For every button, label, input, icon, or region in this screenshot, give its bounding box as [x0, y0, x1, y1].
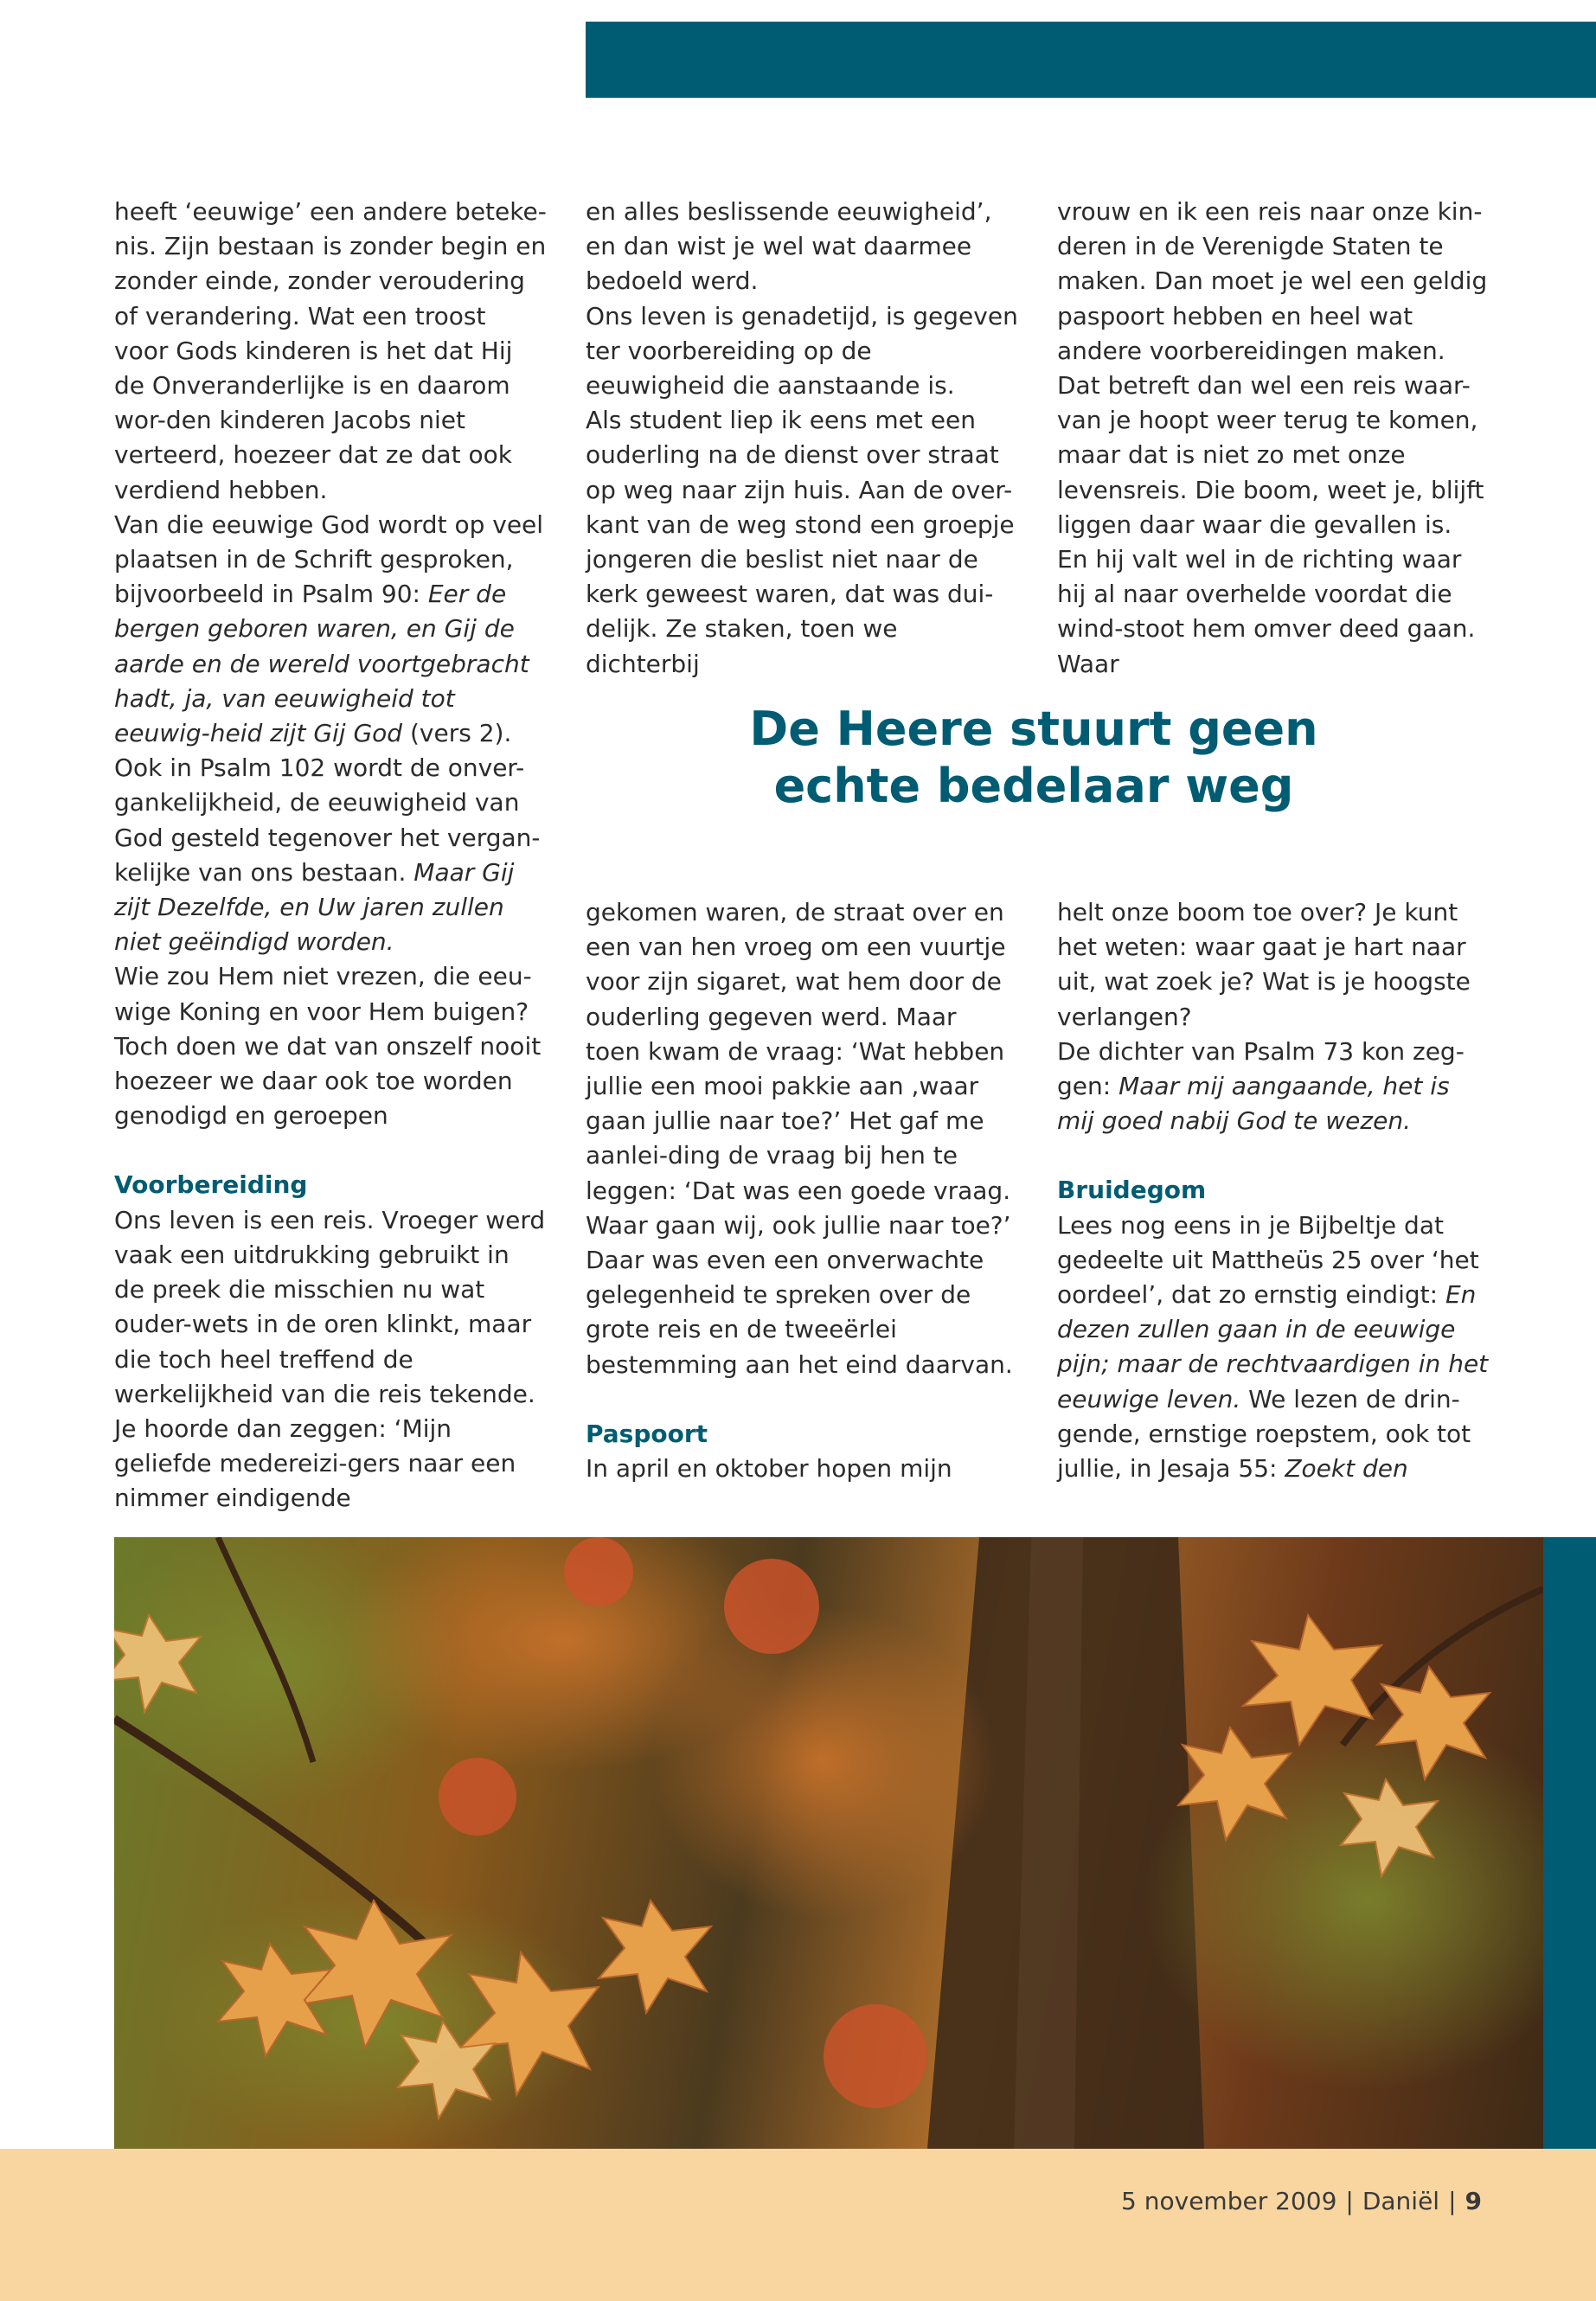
column-3-bottom — [1057, 895, 1490, 1486]
paragraph: Als student liep ik eens met een ouderling na de dienst over straat op weg naar zijn huis. Aan de over-kant van de weg stond een groepje jongeren die beslist niet naar de kerk geweest waren, dat was dui-delijk. Ze staken, toen we dichterbij — [586, 406, 1015, 678]
pull-quote-headline: De Heere stuurt geen echte bedelaar weg — [749, 702, 1318, 813]
paragraph: In april en oktober hopen mijn — [586, 1454, 952, 1484]
paragraph: gekomen waren, de straat over en een van hen vroeg om een vuurtje voor zijn sigaret, wat hem door de ouderling gegeven werd. Maar toen kwam de vraag: ‘Wat hebben jullie een mooi pakkie aan ,waar gaan jullie naar toe?’ Het gaf me aanlei-ding de vraag bij hen te leggen: ‘Dat was een goede vraag. Waar gaan wij, ook jullie naar toe?’ Daar was even een onverwachte gelegenheid te spreken over de grote reis en de tweeërlei bestemming aan het eind daarvan. — [586, 898, 1013, 1379]
paragraph: heeft ‘eeuwige’ een andere beteke-nis. Zijn bestaan is zonder begin en zonder einde, zonder veroudering of verandering. Wat een troost voor Gods kinderen is het dat Hij de Onveranderlijke is en daarom wor-den kinderen Jacobs niet verteerd, hoezeer dat ze dat ook verdiend hebben. — [114, 197, 547, 504]
issue-date: 5 november 2009 — [1121, 2187, 1337, 2215]
paragraph: Van die eeuwige God wordt op veel plaatsen in de Schrift gesproken, bijvoorbeeld in Psalm 90: Eer de bergen geboren waren, en Gij de aarde en de wereld voortgebracht hadt, ja, van eeuwigheid tot eeuwig-heid zijt Gij God (vers 2). — [114, 510, 544, 748]
footer-info: 5 november 2009 | Daniël | 9 — [1121, 2187, 1482, 2215]
paragraph: Dat betreft dan wel een reis waar-van je hoopt weer terug te komen, maar dat is niet zo met onze levensreis. Die boom, weet je, blijft liggen daar waar die gevallen is. En hij valt wel in de richting waar hij al naar overhelde voordat die wind-stoot hem omver deed gaan. Waar — [1057, 371, 1484, 678]
column-3-top — [1057, 195, 1490, 682]
subheading-bruidegom: Bruidegom — [1057, 1176, 1207, 1205]
subheading-voorbereiding: Voorbereiding — [114, 1170, 308, 1200]
paragraph: De dichter van Psalm 73 kon zeg-gen: Maar mij aangaande, het is mij goed nabij God te wezen. — [1057, 1036, 1465, 1136]
autumn-leaves-photo — [114, 1537, 1543, 2149]
subheading-paspoort: Paspoort — [586, 1419, 708, 1448]
paragraph: Wie zou Hem niet vrezen, die eeu-wige Koning en voor Hem buigen? Toch doen we dat van onszelf nooit hoezeer we daar ook toe worden genodigd en geroepen — [114, 962, 542, 1131]
paragraph: Lees nog eens in je Bijbeltje dat gedeelte uit Mattheüs 25 over ‘het oordeel’, dat zo ernstig eindigt: En dezen zullen gaan in de eeuwige pijn; maar de rechtvaardigen in het eeuwige leven. We lezen de drin-gende, ernstige roepstem, ook tot jullie, in Jesaja 55: Zoekt den — [1057, 1210, 1489, 1484]
paragraph: Ook in Psalm 102 wordt de onver-gankelijkheid, de eeuwigheid van God gesteld tegenover het vergan-kelijke van ons bestaan. Maar Gij zijt Dezelfde, en Uw jaren zullen niet geëindigd worden. — [114, 753, 541, 957]
side-color-band — [1543, 1537, 1596, 2149]
page-number: 9 — [1465, 2187, 1482, 2215]
column-1 — [114, 195, 547, 1516]
paragraph: Ons leven is genadetijd, is gegeven ter voorbereiding op de eeuwigheid die aanstaande is. — [586, 301, 1018, 401]
paragraph: en alles beslissende eeuwigheid’, en dan wist je wel wat daarmee bedoeld werd. — [586, 197, 992, 296]
column-2-bottom — [586, 895, 1018, 1486]
column-2-top — [586, 195, 1018, 682]
paragraph: Ons leven is een reis. Vroeger werd vaak een uitdrukking gebruikt in de preek die misschien nu wat ouder-wets in de oren klinkt, maar die toch heel treffend de werkelijkheid van die reis tekende. Je hoorde dan zeggen: ‘Mijn geliefde medereizi-gers naar een nimmer eindigende — [114, 1205, 546, 1513]
paragraph: vrouw en ik een reis naar onze kin-deren in de Verenigde Staten te maken. Dan moet je wel een geldig paspoort hebben en heel wat andere voorbereidingen maken. — [1057, 197, 1488, 365]
top-color-band — [586, 22, 1596, 98]
paragraph: helt onze boom toe over? Je kunt het weten: waar gaat je hart naar uit, wat zoek je? Wat is je hoogste verlangen? — [1057, 898, 1471, 1031]
footer — [0, 2149, 1596, 2301]
magazine-name: Daniël — [1362, 2187, 1440, 2215]
